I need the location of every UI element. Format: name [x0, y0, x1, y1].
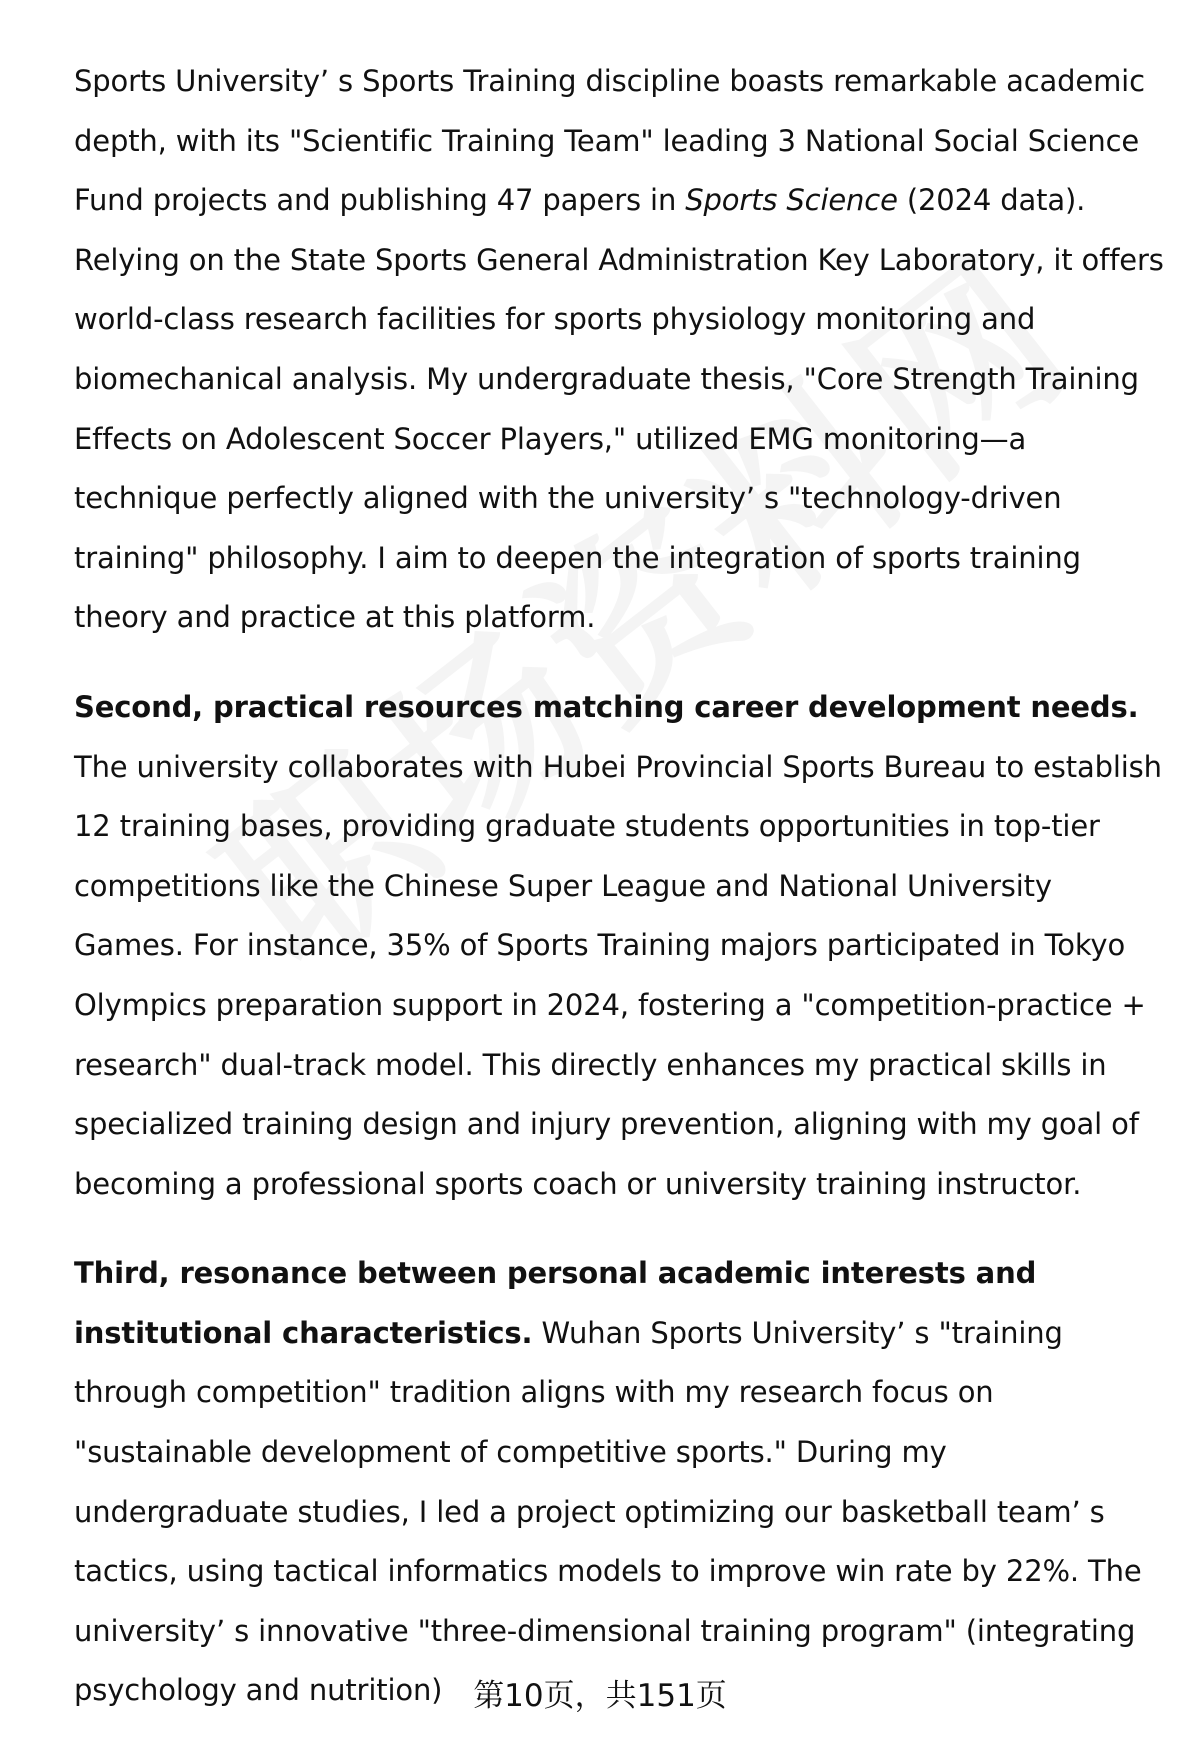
paragraph-3-text: Wuhan Sports University’ s "training through competition" tradition aligns with my research focus on "sustainable development of competitive sports." During my undergraduate studies, I led a project optimizing our basketball team’ s tactics, using tactical informatics models to improve win rate by 22%. The university’ s innovative "three-dimensional training program" (integrating psychology and nutrition) [74, 1315, 1142, 1708]
paragraph-1 [74, 52, 1164, 648]
paragraph-2-lead: Second, practical resources matching career development needs. [74, 689, 1139, 724]
paragraph-2 [74, 678, 1164, 1214]
paragraph-1-text-after: (2024 data). Relying on the State Sports General Administration Key Laboratory, it offers world-class research facilities for sports physiology monitoring and biomechanical analysis. My undergraduate thesis, "Core Strength Training Effects on Adolescent Soccer Players," utilized EMG monitoring—a technique perfectly aligned with the university’ s "technology-driven training" philosophy. I aim to deepen the integration of sports training theory and practice at this platform. [74, 183, 1164, 635]
paragraph-1-text-before: Sports University’ s Sports Training discipline boasts remarkable academic depth, with its "Scientific Training Team" leading 3 National Social Science Fund projects and publishing 47 papers in [74, 64, 1145, 218]
journal-title: Sports Science [685, 183, 898, 218]
document-body [74, 52, 1164, 1721]
paragraph-3-lead: Third, resonance between personal academic interests and institutional characteristics. [74, 1256, 1037, 1350]
paragraph-3 [74, 1244, 1164, 1721]
paragraph-2-text: The university collaborates with Hubei Provincial Sports Bureau to establish 12 training bases, providing graduate students opportunities in top-tier competitions like the Chinese Super League and National University Games. For instance, 35% of Sports Training majors participated in Tokyo Olympics preparation support in 2024, fostering a "competition-practice + research" dual-track model. This directly enhances my practical skills in specialized training design and injury prevention, aligning with my goal of becoming a professional sports coach or university training instructor. [74, 749, 1162, 1201]
page-number-footer: 第10页，共151页 [473, 1678, 727, 1714]
